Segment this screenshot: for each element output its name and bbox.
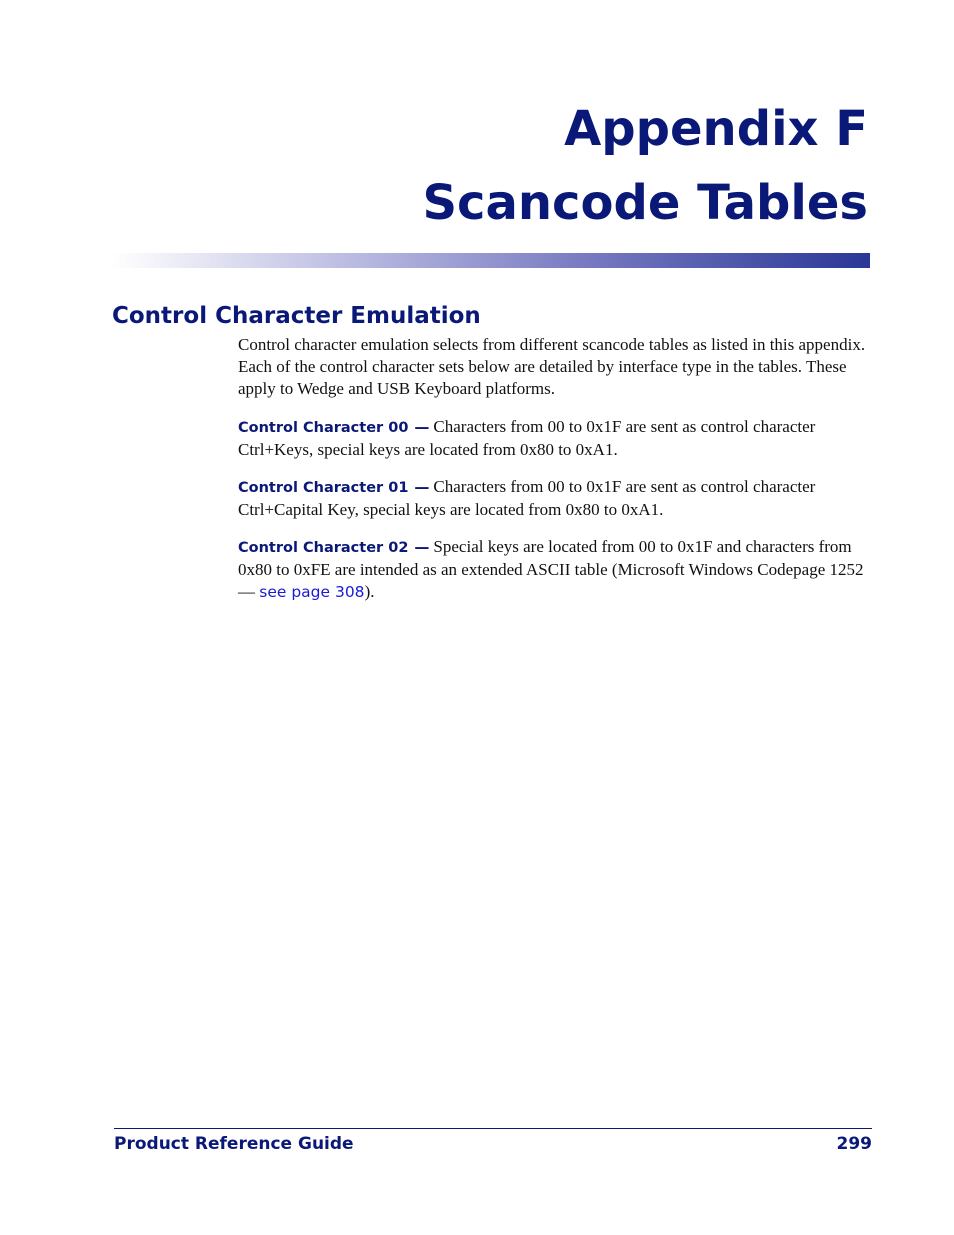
em-dash: — bbox=[414, 478, 430, 496]
footer-rule bbox=[114, 1128, 872, 1129]
description-text: Characters from 00 to 0x1F are sent as control character Ctrl+Keys, special keys are located from 0x80 to 0xA1. bbox=[238, 417, 816, 459]
chapter-number: Appendix F bbox=[564, 101, 868, 157]
footer-page-number: 299 bbox=[836, 1134, 872, 1154]
intro-paragraph: Control character emulation selects from different scancode tables as listed in this appendix. Each of the control character sets below are detailed by interface type in the tables. These apply to Wedge and USB Keyboard platforms. bbox=[238, 335, 866, 398]
footer-guide-title: Product Reference Guide bbox=[114, 1134, 354, 1154]
term-control-character-02: Control Character 02 bbox=[238, 540, 409, 556]
chapter-divider-bar bbox=[112, 253, 870, 268]
em-dash: — bbox=[414, 538, 430, 556]
description-text: Characters from 00 to 0x1F are sent as control character Ctrl+Capital Key, special keys are located from 0x80 to 0xA1. bbox=[238, 477, 816, 519]
em-dash: — bbox=[414, 418, 430, 436]
description-text: Special keys are located from 00 to 0x1F and characters from 0x80 to 0xFE are intended as an extended ASCII table (Microsoft Windows Codepage 1252 — bbox=[238, 537, 864, 601]
description-text-end: ). bbox=[364, 582, 375, 601]
chapter-heading bbox=[422, 100, 868, 232]
control-character-02-paragraph bbox=[238, 536, 870, 603]
control-character-01-paragraph bbox=[238, 476, 870, 521]
control-character-00-paragraph bbox=[238, 416, 870, 461]
see-page-link[interactable]: see page 308 bbox=[259, 583, 365, 601]
term-control-character-00: Control Character 00 bbox=[238, 420, 409, 436]
term-control-character-01: Control Character 01 bbox=[238, 480, 409, 496]
chapter-title: Scancode Tables bbox=[422, 175, 868, 231]
section-title: Control Character Emulation bbox=[112, 303, 481, 329]
